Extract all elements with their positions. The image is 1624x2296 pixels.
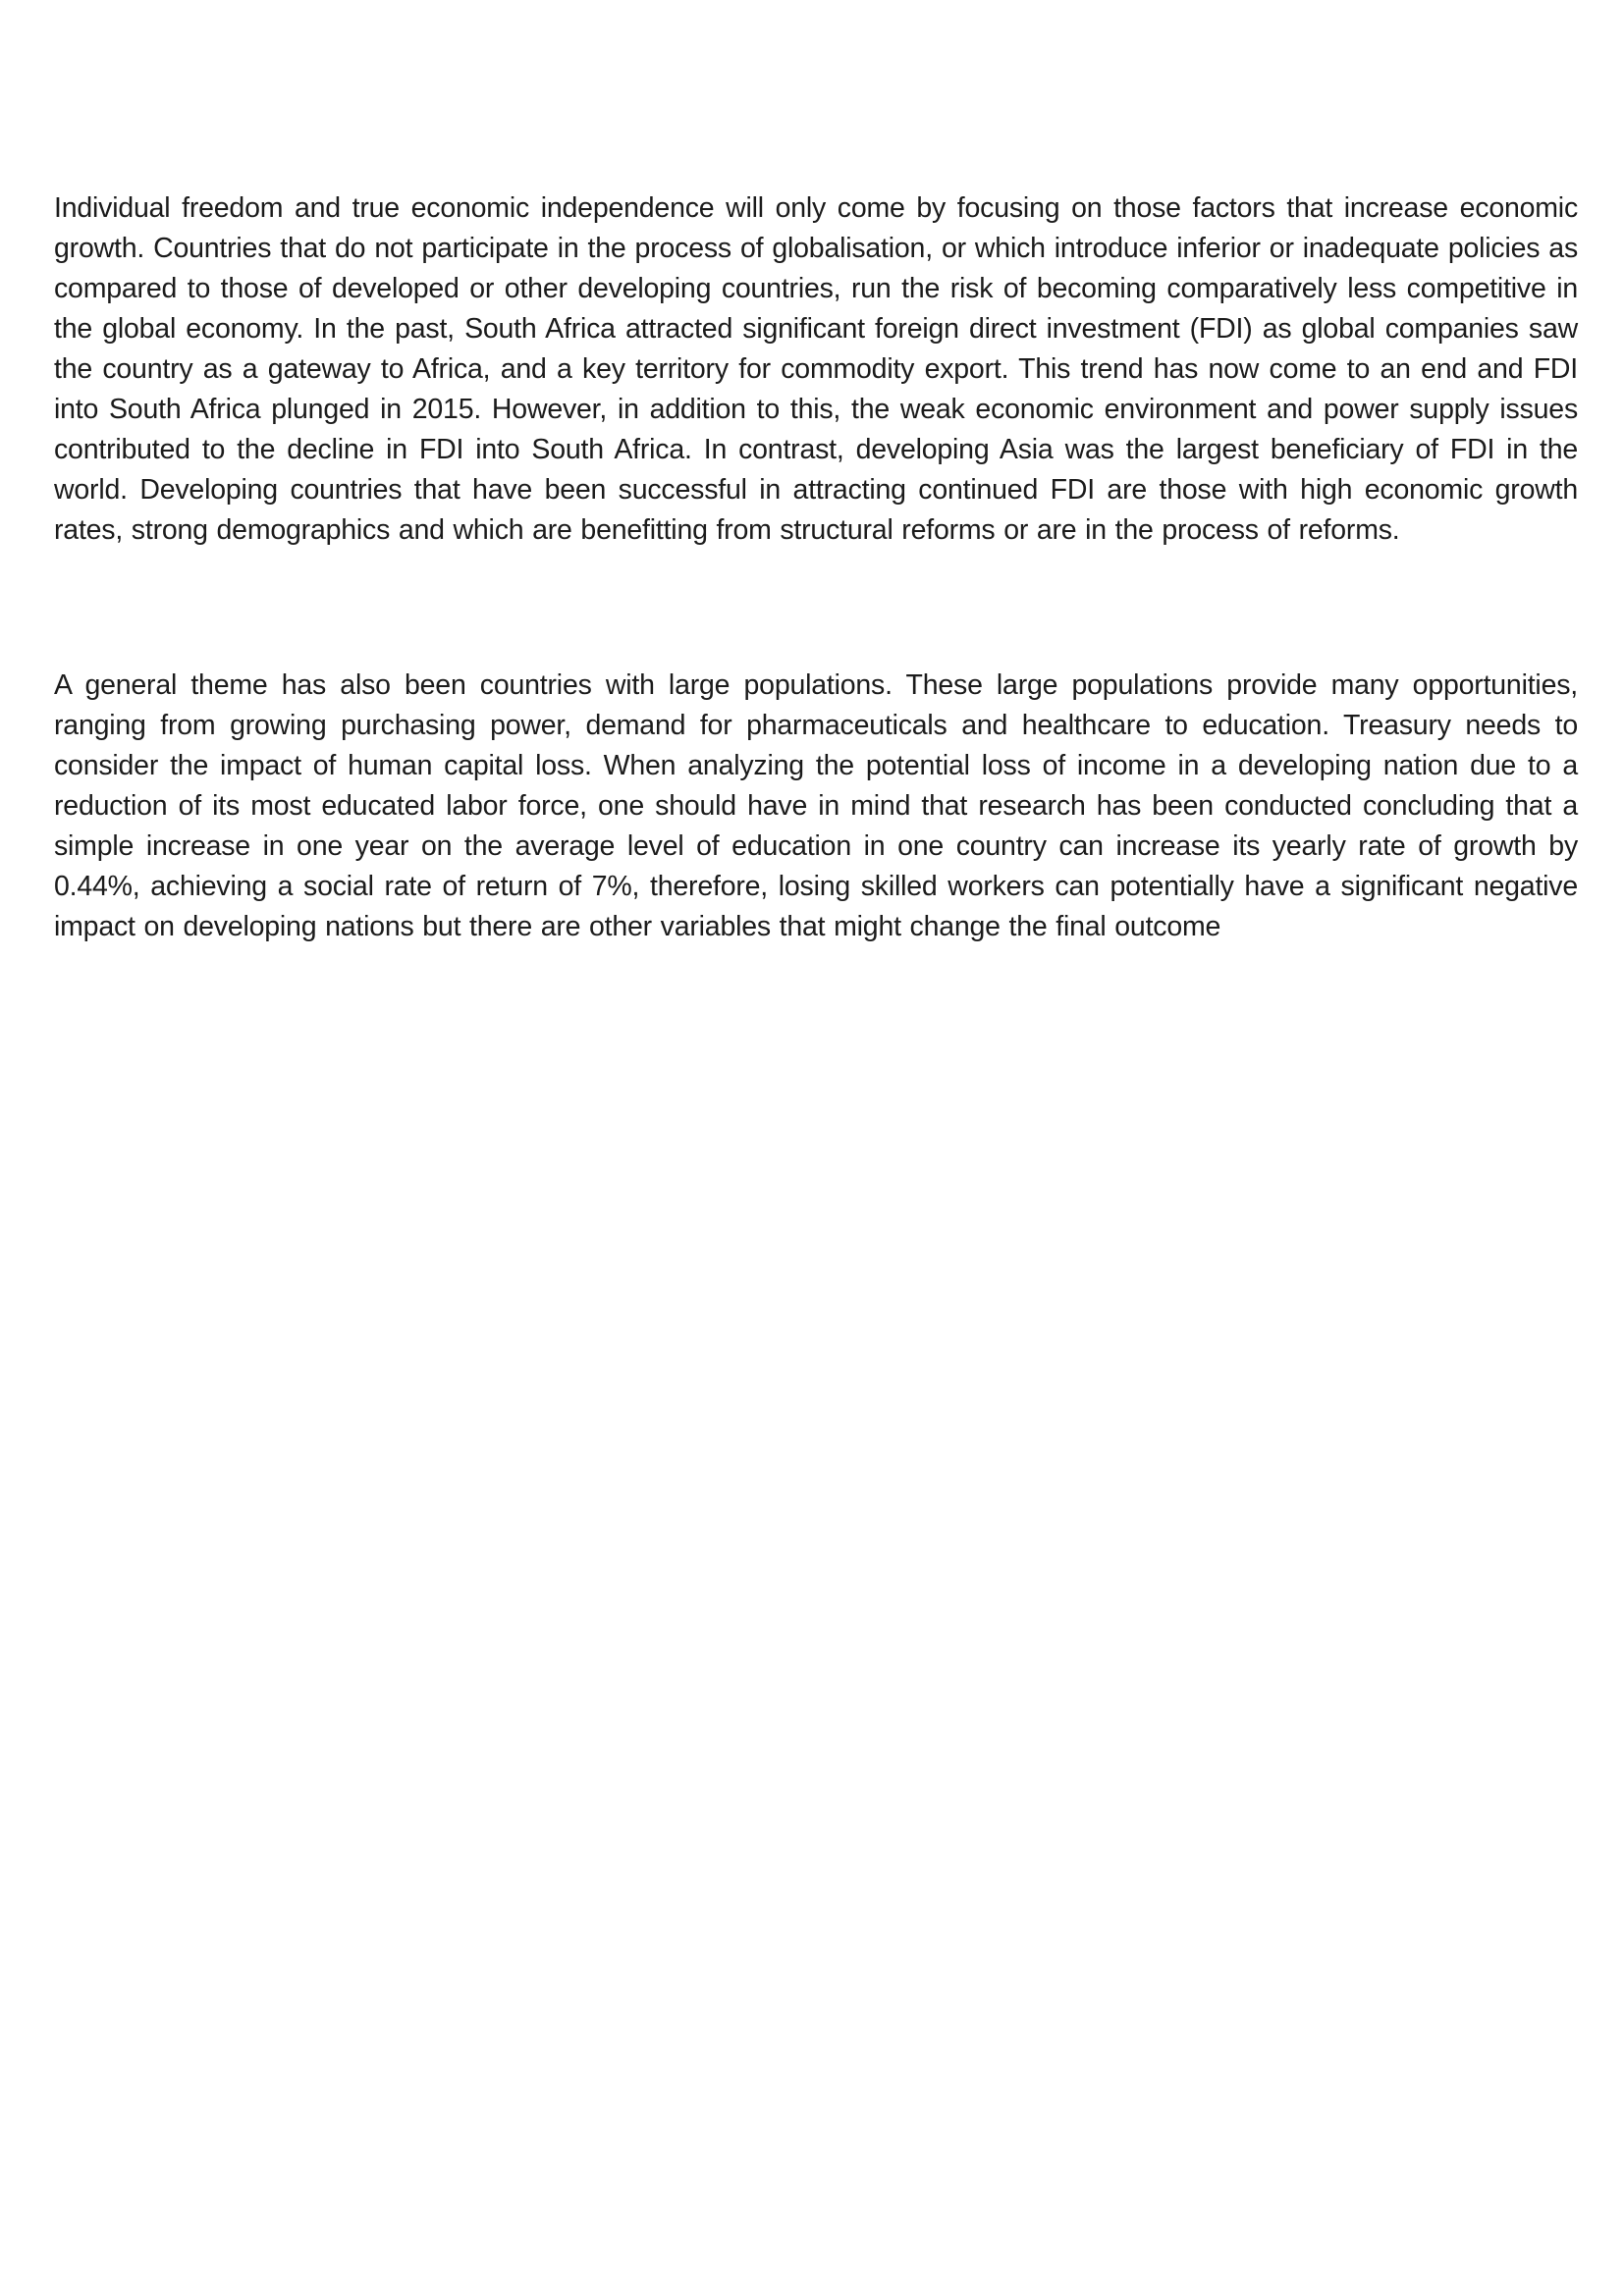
paragraph-large-populations-human-capital: A general theme has also been countries with large populations. These large populations provide many opportunities, ranging from growing purchasing power, demand for pharmaceuticals and healthcare to education. Treasury needs to consider the impact of human capital loss. When analyzing the potential loss of income in a developing nation due to a reduction of its most educated labor force, one should have in mind that research has been conducted concluding that a simple increase in one year on the average level of education in one country can increase its yearly rate of growth by 0.44%, achieving a social rate of return of 7%, therefore, losing skilled workers can potentially have a significant negative impact on developing nations but there are other variables that might change the final outcome xyxy=(54,669,1578,942)
document-body xyxy=(54,188,1578,947)
paragraph-fdi-economic-growth: Individual freedom and true economic independence will only come by focusing on those factors that increase economic growth. Countries that do not participate in the process of globalisation, or which introduce inferior or inadequate policies as compared to those of developed or other developing countries, run the risk of becoming comparatively less competitive in the global economy. In the past, South Africa attracted significant foreign direct investment (FDI) as global companies saw the country as a gateway to Africa, and a key territory for commodity export. This trend has now come to an end and FDI into South Africa plunged in 2015. However, in addition to this, the weak economic environment and power supply issues contributed to the decline in FDI into South Africa. In contrast, developing Asia was the largest beneficiary of FDI in the world. Developing countries that have been successful in attracting continued FDI are those with high economic growth rates, strong demographics and which are benefitting from structural reforms or are in the process of reforms. xyxy=(54,192,1578,546)
